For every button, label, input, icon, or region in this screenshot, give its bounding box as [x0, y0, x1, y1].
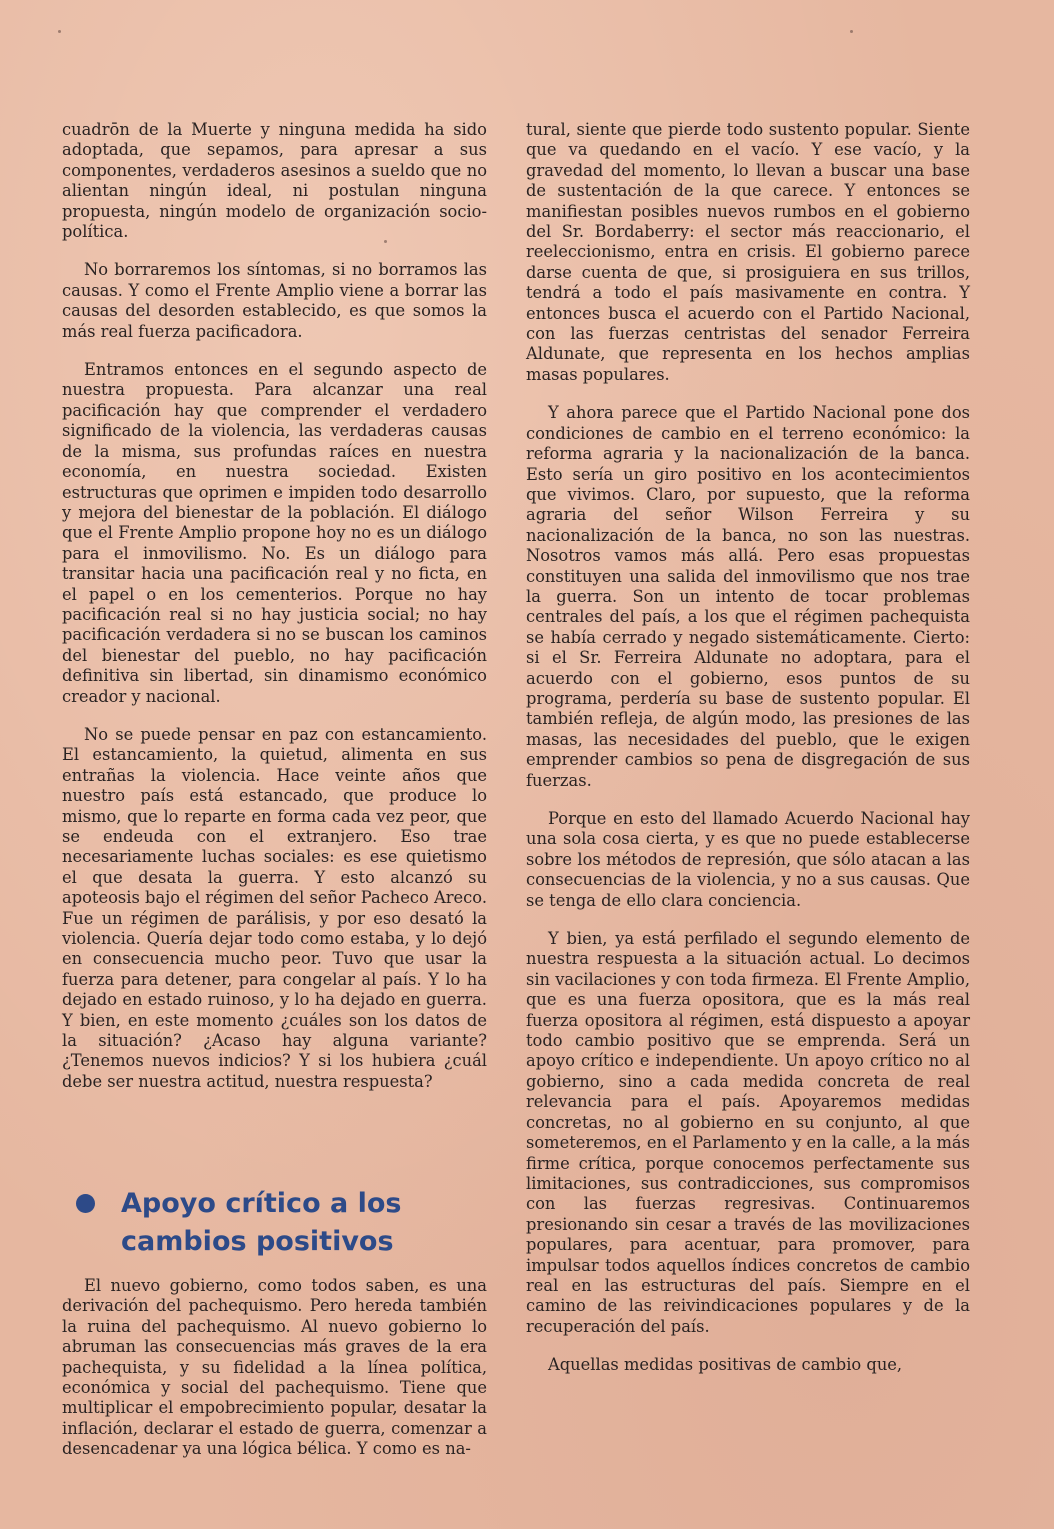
section-heading-line-1: Apoyo crítico a los: [121, 1188, 402, 1219]
section-heading: [76, 1185, 436, 1261]
right-paragraph-3: Porque en esto del llamado Acuerdo Nacional hay una sola cosa cierta, y es que no puede establecerse sobre los métodos de represión, que sólo atacan a las consecuencias de la violencia, y no a sus causas. Que se tenga de ello clara conciencia.: [526, 809, 970, 910]
left-paragraph-3: Entramos entonces en el segundo aspecto de nuestra propuesta. Para alcanzar una real pacificación hay que comprender el verdadero significado de la violencia, las verdaderas causas de la misma, sus profundas raíces en nuestra economía, en nuestra sociedad. Existen estructuras que oprimen e impiden todo desarrollo y mejora del bienestar de la población. El diálogo que el Frente Amplio propone hoy no es un diálogo para el inmovilismo. No. Es un diálogo para transitar hacia una pacificación real y no ficta, en el papel o en los cementerios. Porque no hay pacificación real si no hay justicia social; no hay pacificación verdadera si no se buscan los caminos del bienestar del pueblo, no hay pacificación definitiva sin libertad, sin dinamismo económico creador y nacional.: [62, 360, 487, 706]
left-paragraph-4: No se puede pensar en paz con estancamiento. El estancamiento, la quietud, alimenta en sus entrañas la violencia. Hace veinte años que nuestro país está estancado, que produce lo mismo, que lo reparte en forma cada vez peor, que se endeuda con el extranjero. Eso trae necesariamente luchas sociales: es ese quietismo el que desata la guerra. Y esto alcanzó su apoteosis bajo el régimen del señor Pacheco Areco. Fue un régimen de parálisis, y por eso desató la violencia. Quería dejar todo como estaba, y lo dejó en consecuencia mucho peor. Tuvo que usar la fuerza para detener, para congelar al país. Y lo ha dejado en estado ruinoso, y lo ha dejado en guerra. Y bien, en este momento ¿cuáles son los datos de la situación? ¿Acaso hay alguna variante? ¿Tenemos nuevos indicios? Y si los hubiera ¿cuál debe ser nuestra actitud, nuestra respuesta?: [62, 724, 487, 1091]
right-paragraph-5: Aquellas medidas positivas de cambio que,: [548, 1355, 903, 1375]
right-paragraph-1: tural, siente que pierde todo sustento popular. Siente que va quedando en el vacío. Y ese vacío, y la gravedad del momento, lo llevan a buscar una base de sustentación de la que carece. Y entonces se manifiestan posibles nuevos rumbos en el gobierno del Sr. Bordaberry: el sector más reaccionario, el reeleccionismo, entra en crisis. El gobierno parece darse cuenta de que, si prosiguiera en sus trillos, tendrá a todo el país masivamente en contra. Y entonces busca el acuerdo con el Partido Nacional, con las fuerzas centristas del senador Ferreira Aldunate, que representa en los hechos amplias masas populares.: [526, 120, 970, 384]
print-speck: [58, 30, 61, 33]
right-paragraph-2: Y ahora parece que el Partido Nacional pone dos condiciones de cambio en el terreno económico: la reforma agraria y la nacionalización de la banca. Esto sería un giro positivo en los acontecimientos que vivimos. Claro, por supuesto, que la reforma agraria del señor Wilson Ferreira y su nacionalización de la banca, no son las nuestras. Nosotros vamos más allá. Pero esas propuestas constituyen una salida del inmovilismo que nos trae la guerra. Son un intento de tocar problemas centrales del país, a los que el régimen pachequista se había cerrado y negado sistemáticamente. Cierto: si el Sr. Ferreira Aldunate no adoptara, para el acuerdo con el gobierno, esos puntos de su programa, perdería su base de sustento popular. El también refleja, de algún modo, las presiones de las masas, las necesidades del pueblo, que le exigen emprender cambios so pena de disgregación de sus fuerzas.: [526, 403, 970, 790]
left-paragraph-5: El nuevo gobierno, como todos saben, es una derivación del pachequismo. Pero hereda también la ruina del pachequismo. Al nuevo gobierno lo abruman las consecuencias más graves de la era pachequista, y su fidelidad a la línea política, económica y social del pachequismo. Tiene que multiplicar el empobrecimiento popular, desatar la inflación, declarar el estado de guerra, comenzar a desencadenar ya una lógica bélica. Y como es na-: [62, 1276, 487, 1459]
left-paragraph-1: cuadrōn de la Muerte y ninguna medida ha sido adoptada, que sepamos, para apresar a sus componentes, verdaderos asesinos a sueldo que no alientan ningún ideal, ni postulan ninguna propuesta, ningún modelo de organización socio-política.: [62, 120, 487, 242]
section-heading-line-2: cambios positivos: [121, 1226, 394, 1257]
print-speck: [850, 30, 853, 33]
right-paragraph-4: Y bien, ya está perfilado el segundo elemento de nuestra respuesta a la situación actual. Lo decimos sin vacilaciones y con toda firmeza. El Frente Amplio, que es una fuerza opositora, que es la más real fuerza opositora al régimen, está dispuesto a apoyar todo cambio positivo que se emprenda. Será un apoyo crítico e independiente. Un apoyo crítico no al gobierno, sino a cada medida concreta de real relevancia para el país. Apoyaremos medidas concretas, no al gobierno en su conjunto, al que someteremos, en el Parlamento y en la calle, a la más firme crítica, porque conocemos perfectamente sus limitaciones, sus contradicciones, sus compromisos con las fuerzas regresivas. Continuaremos presionando sin cesar a través de las movilizaciones populares, para acentuar, para promover, para impulsar todos aquellos índices concretos de cambio real en las estructuras del país. Siempre en el camino de las reivindicaciones populares y de la recuperación del país.: [526, 929, 970, 1336]
left-paragraph-2: No borraremos los síntomas, si no borramos las causas. Y como el Frente Amplio viene a borrar las causas del desorden establecido, es que somos la más real fuerza pacificadora.: [62, 260, 487, 341]
bullet-icon: [76, 1194, 95, 1213]
